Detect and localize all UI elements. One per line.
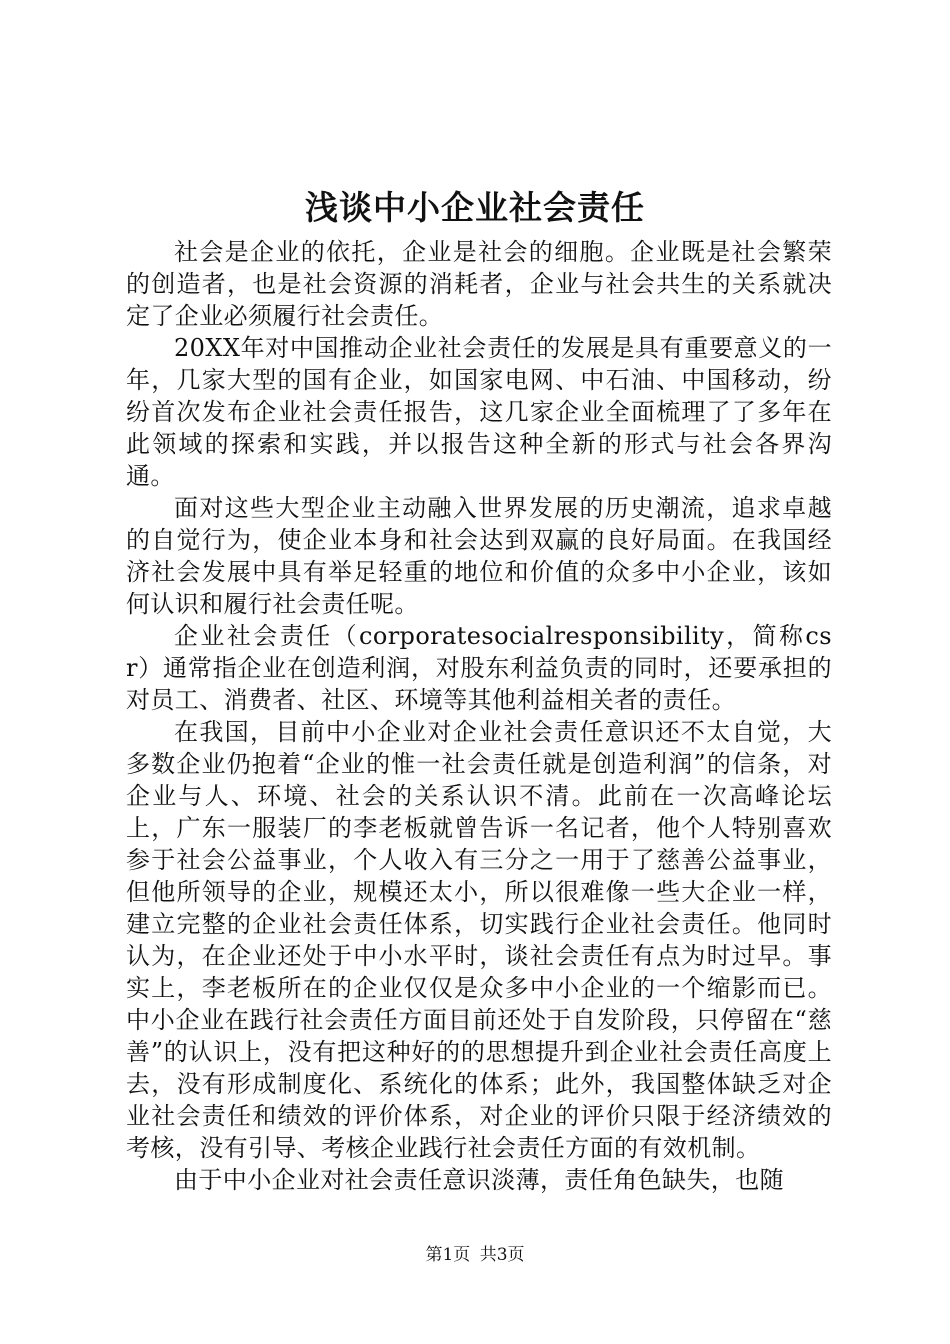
page-footer [0, 1243, 950, 1267]
paragraph: 社会是企业的依托，企业是社会的细胞。企业既是社会繁荣的创造者，也是社会资源的消耗者，企业与社会共生的关系就决定了企业必须履行社会责任。 [126, 238, 832, 330]
page-total: 共3页 [479, 1245, 525, 1265]
paragraph: 在我国，目前中小企业对企业社会责任意识还不太自觉，大多数企业仍抱着“企业的惟一社会责任就是创造利润”的信条，对企业与人、环境、社会的关系认识不清。此前在一次高峰论坛上，广东一服装厂的李老板就曾告诉一名记者，他个人特别喜欢参于社会公益事业，个人收入有三分之一用于了慈善公益事业，但他所领导的企业，规模还太小，所以很难像一些大企业一样，建立完整的企业社会责任体系，切实践行企业社会责任。他同时认为，在企业还处于中小水平时，谈社会责任有点为时过早。事实上，李老板所在的企业仅仅是众多中小企业的一个缩影而已。中小企业在践行社会责任方面目前还处于自发阶段，只停留在“慈善”的认识上，没有把这种好的的思想提升到企业社会责任高度上去，没有形成制度化、系统化的体系；此外，我国整体缺乏对企业社会责任和绩效的评价体系，对企业的评价只限于经济绩效的考核，没有引导、考核企业践行社会责任方面的有效机制。 [126, 718, 832, 1162]
paragraph: 企业社会责任（corporatesocialresponsibility，简称csr）通常指企业在创造利润，对股东利益负责的同时，还要承担的对员工、消费者、社区、环境等其他利益相关者的责任。 [126, 622, 832, 714]
paragraph: 20XX年对中国推动企业社会责任的发展是具有重要意义的一年，几家大型的国有企业，如国家电网、中石油、中国移动，纷纷首次发布企业社会责任报告，这几家企业全面梳理了了多年在此领域的探索和实践，并以报告这种全新的形式与社会各界沟通。 [126, 334, 832, 490]
document-body [126, 236, 832, 1196]
page-number: 第1页 [425, 1245, 471, 1265]
paragraph: 面对这些大型企业主动融入世界发展的历史潮流，追求卓越的自觉行为，使企业本身和社会达到双赢的良好局面。在我国经济社会发展中具有举足轻重的地位和价值的众多中小企业，该如何认识和履行社会责任呢。 [126, 494, 832, 618]
document-title: 浅谈中小企业社会责任 [305, 188, 645, 227]
paragraph: 由于中小企业对社会责任意识淡薄，责任角色缺失，也随 [174, 1166, 784, 1194]
